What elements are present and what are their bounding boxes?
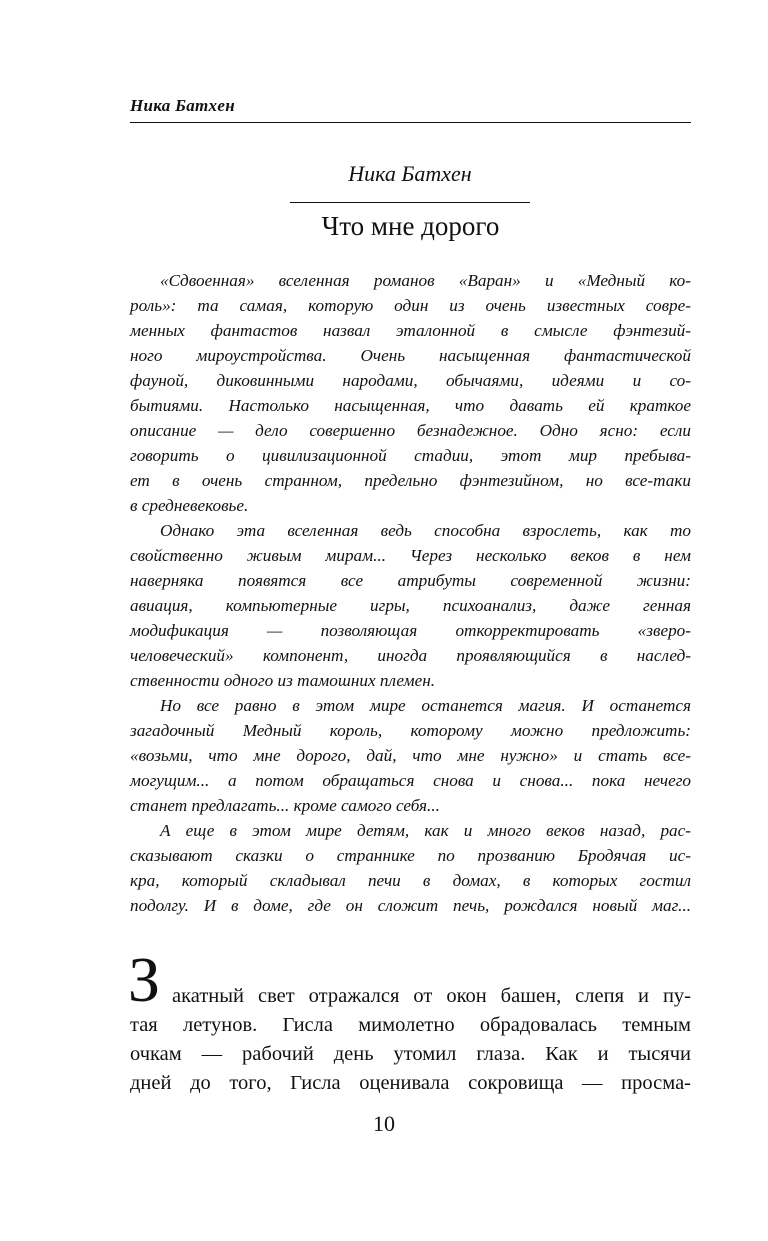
body-line: тая летунов. Гисла мимолетно обрадовалась темным [130,1014,691,1036]
intro-line: модификация — позволяющая откорректировать «зверо- [130,621,691,640]
intro-line: бытиями. Настолько насыщенная, что давать ей краткое [130,396,691,415]
intro-line: ет в очень странном, предельно фэнтезийном, но все-таки [130,471,691,490]
intro-line: «Сдвоенная» вселенная романов «Варан» и «Медный ко- [160,271,691,290]
header-rule [130,122,691,123]
intro-line: «возьми, что мне дорого, дай, что мне нужно» и стать все- [130,746,691,765]
author-rule [290,202,530,203]
running-head: Ника Батхен [130,96,235,115]
intro-line: сказывают сказки о страннике по прозванию Бродячая ис- [130,846,691,865]
intro-line: свойственно живым мирам... Через несколько веков в нем [130,546,691,565]
intro-paragraphs [130,268,691,918]
intro-line: А еще в этом мире детям, как и много веков назад, рас- [160,821,691,840]
intro-line: фауной, диковинными народами, обычаями, идеями и со- [130,371,691,390]
drop-cap: З [128,944,161,1015]
intro-line: ственности одного из тамошних племен. [130,671,436,690]
body-line: акатный свет отражался от окон башен, слепя и пу- [172,985,691,1007]
intro-line: Однако эта вселенная ведь способна взрослеть, как то [160,521,691,540]
intro-line: менных фантастов назвал эталонной в смысле фэнтезий- [130,321,691,340]
intro-line: говорить о цивилизационной стадии, этот мир пребыва- [130,446,691,465]
body-paragraph [130,982,691,1098]
intro-line: в средневековье. [130,496,249,515]
intro-line: кра, который складывал печи в домах, в которых гостил [130,871,691,890]
page-number: 10 [373,1111,395,1136]
story-title: Что мне дорого [321,211,500,241]
body-line: дней до того, Гисла оценивала сокровища — просма- [130,1072,691,1094]
intro-line: ного мироустройства. Очень насыщенная фантастической [130,346,691,365]
intro-line: авиация, компьютерные игры, психоанализ, даже генная [130,596,691,615]
intro-line: человеческий» компонент, иногда проявляющийся в наслед- [130,646,691,665]
intro-line: станет предлагать... кроме самого себя... [130,796,440,815]
intro-line: Но все равно в этом мире останется магия. И останется [160,696,691,715]
intro-line: подолгу. И в доме, где он сложит печь, рождался новый маг... [130,896,691,915]
intro-line: роль»: та самая, которую один из очень известных совре- [130,296,691,315]
body-line: очкам — рабочий день утомил глаза. Как и тысячи [130,1043,691,1065]
intro-line: наверняка появятся все атрибуты современной жизни: [130,571,691,590]
story-author: Ника Батхен [348,161,472,186]
intro-line: загадочный Медный король, которому можно предложить: [130,721,691,740]
intro-line: описание — дело совершенно безнадежное. Одно ясно: если [130,421,691,440]
intro-line: могущим... а потом обращаться снова и снова... пока нечего [130,771,691,790]
